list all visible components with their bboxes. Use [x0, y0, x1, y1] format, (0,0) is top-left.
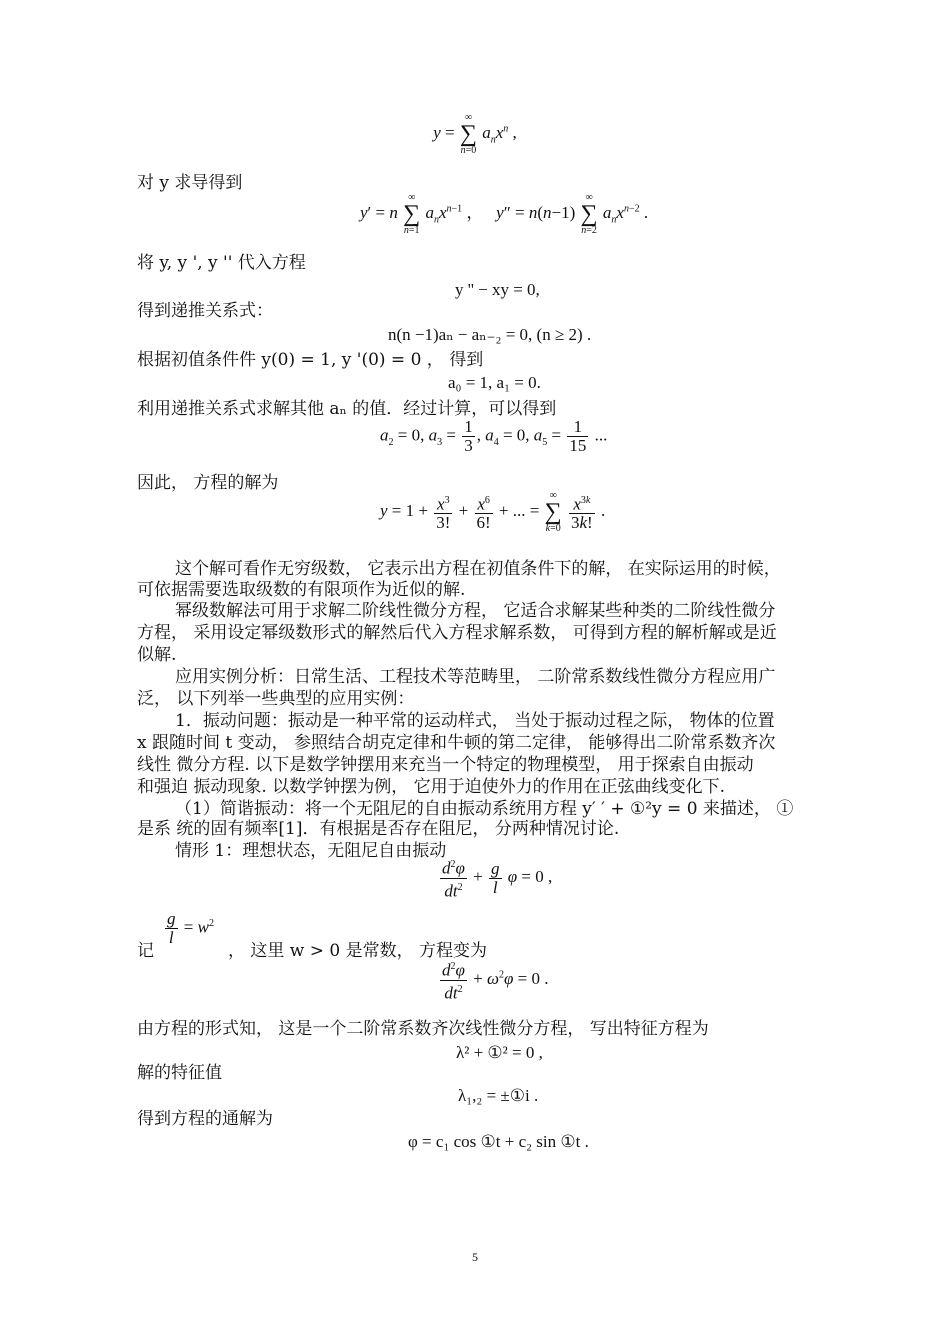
paragraph-harmonic-line2: 是系 统的固有频率[1]．有根据是否存在阻尼， 分两种情况讨论. [137, 819, 620, 839]
line-general-intro: 得到方程的通解为 [137, 1109, 273, 1129]
line-initial-conditions: 根据初值条件件 y(0) = 1, y '(0) = 0 ， 得到 [137, 350, 484, 370]
line-define-label: 记 [137, 941, 154, 961]
sum-symbol: ∞ ∑ n=1 [403, 192, 421, 236]
paragraph-vibration-line2: x 跟随时间 t 变动， 参照结合胡克定律和牛顿的第二定律， 能够得出二阶常系数齐次 [137, 733, 776, 753]
paragraph-series-line1: 这个解可看作无穷级数， 它表示出方程在初值条件下的解， 在实际运用的时候， [175, 559, 781, 579]
line-define-rest: ， 这里 w > 0 是常数， 方程变为 [228, 941, 488, 961]
sum-symbol: ∞ ∑ k=0 [544, 490, 562, 534]
paragraph-vibration-line3: 线性 微分方程. 以下是数学钟摆用来充当一个特定的物理模型， 用于探索自由振动 [137, 755, 754, 775]
equation-solution: y = 1 + $\frac{x^3}{3!}$ + $\frac{x^6}{6!}$ + ... = ∞ ∑ k=0 $\frac{x^{3k}}{3k!}$ . [380, 490, 606, 534]
equation-recurrence: n(n −1)aₙ − aₙ₋₂ = 0, (n ≥ 2) . [388, 325, 592, 344]
equation-pendulum: $\frac{d^2\varphi}{dt^2}$ + $\frac{g}{l}$ φ = 0 , [438, 856, 552, 900]
equation-derivatives: y′ = n ∞ ∑ n=1 $a_nx^{n-1}$ ， y″ = n(n−1) ∞ ∑ n=2 $a_nx^{n-2}$ . [360, 192, 649, 236]
line-therefore: 因此， 方程的解为 [137, 473, 279, 493]
paragraph-powerseries-line3: 似解. [137, 645, 177, 665]
equation-eigenvalues: λ₁,₂ = ±①i . [458, 1086, 539, 1105]
paragraph-series-line2: 可依据需要选取级数的有限项作为近似的解. [137, 580, 466, 600]
paragraph-powerseries-line2: 方程， 采用设定幂级数形式的解然后代入方程求解系数， 可得到方程的解析解或是近 [137, 623, 777, 643]
line-derivative-intro: 对 y 求导得到 [137, 173, 243, 193]
line-eigen-intro: 解的特征值 [137, 1063, 222, 1083]
line-substitute: 将 y, y ', y '' 代入方程 [137, 253, 306, 273]
line-characteristic-intro: 由方程的形式知， 这是一个二阶常系数齐次线性微分方程， 写出特征方程为 [137, 1019, 709, 1039]
paragraph-harmonic-line1: （1）简谐振动：将一个无阻尼的自由振动系统用方程 y′ ′ + ①²y = 0 来描述， ① [175, 799, 794, 819]
paragraph-case1: 情形 1：理想状态，无阻尼自由振动 [175, 841, 447, 861]
paragraph-applications-line2: 泛， 以下列举一些典型的应用实例： [137, 689, 415, 709]
equation-define-frequency: $\frac{g}{l}$ = $w^2$ [167, 909, 214, 947]
line-solve-coefficients: 利用递推关系式求解其他 aₙ 的值．经过计算，可以得到 [137, 399, 557, 419]
page-number: 5 [472, 1250, 478, 1264]
equation-oscillator: $\frac{d^2\varphi}{dt^2}$ + $\omega^2\varphi = 0$ . [438, 958, 549, 1002]
sum-symbol: ∞ ∑ n=0 [459, 112, 477, 156]
equation-series: y = ∞ ∑ n=0 $a_nx^n$ , [433, 112, 517, 156]
equation-airy: y '' − xy = 0, [455, 280, 540, 299]
sum-symbol: ∞ ∑ n=2 [580, 192, 598, 236]
paragraph-applications-line1: 应用实例分析：日常生活、工程技术等范畴里， 二阶常系数线性微分方程应用广 [175, 667, 776, 687]
line-recurrence-intro: 得到递推关系式： [137, 301, 273, 321]
paragraph-powerseries-line1: 幂级数解法可用于求解二阶线性微分方程， 它适合求解某些种类的二阶线性微分 [175, 601, 776, 621]
equation-coefficients: $a_2 = 0$, $a_3$ = $\frac{1}{3}$ , $a_4 = 0$, $a_5$ = $\frac{1}{15}$ ... [380, 417, 608, 455]
equation-initial-values: a₀ = 1, a₁ = 0. [448, 373, 541, 392]
equation-characteristic: λ² + ①² = 0 , [456, 1043, 543, 1062]
paragraph-vibration-line4: 和强迫 振动现象. 以数学钟摆为例， 它用于迫使外力的作用在正弦曲线变化下. [137, 777, 726, 797]
equation-general-solution: φ = c₁ cos ①t + c₂ sin ①t . [408, 1132, 589, 1151]
paragraph-vibration-line1: 1．振动问题：振动是一种平常的运动样式， 当处于振动过程之际， 物体的位置 [175, 711, 775, 731]
